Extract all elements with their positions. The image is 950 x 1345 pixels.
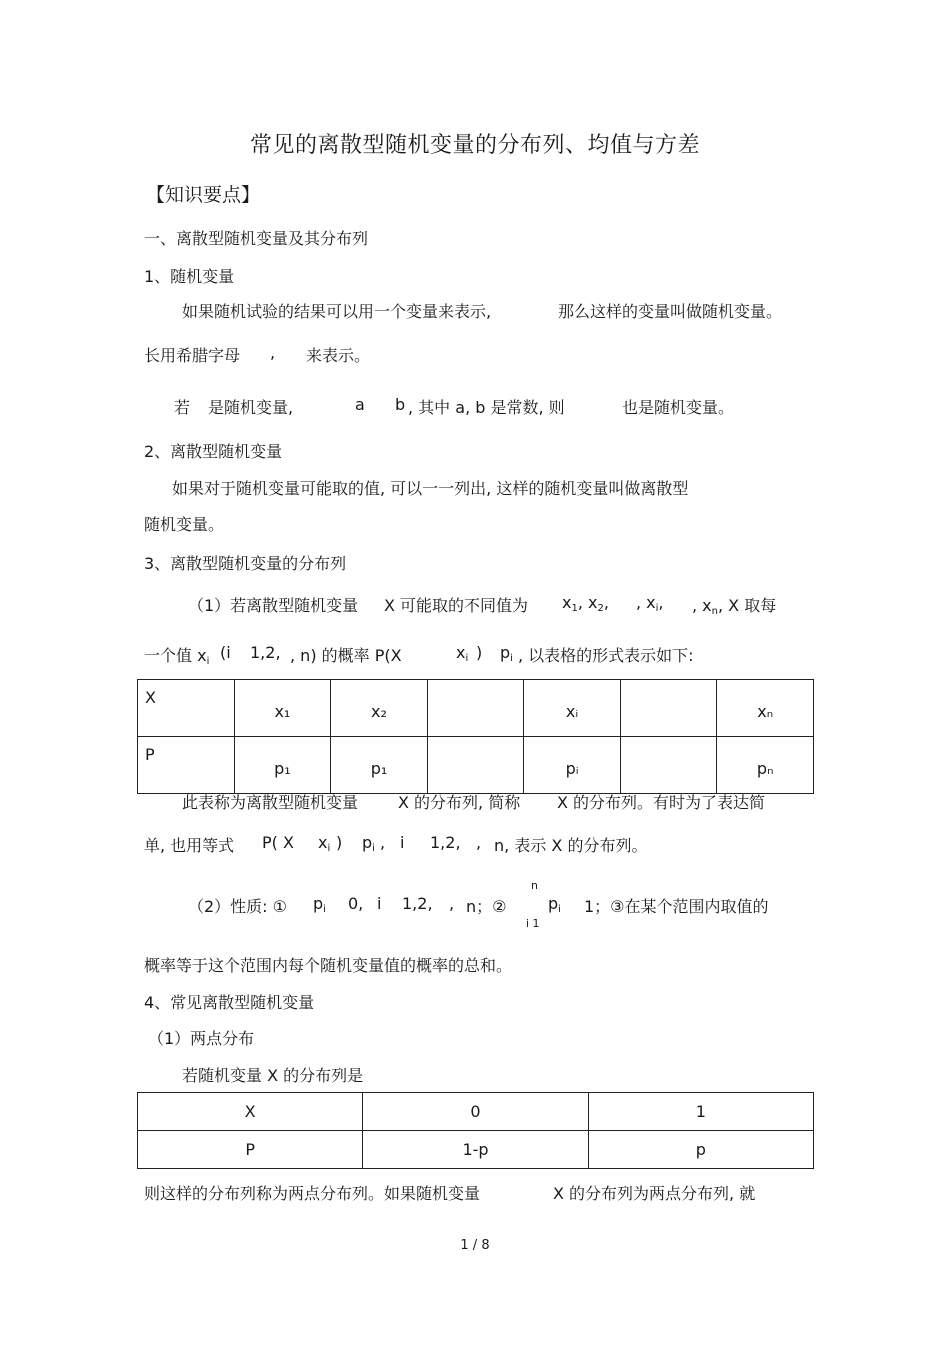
sum-upper-limit: n: [531, 879, 538, 892]
table-row: [138, 1093, 814, 1131]
table-cell: X: [138, 680, 235, 737]
table-cell: P: [138, 737, 235, 794]
formula-text: b: [395, 395, 406, 414]
formula-text: $x_i$: [456, 643, 469, 664]
table-cell: pₙ: [717, 737, 814, 794]
formula-text: ,: [476, 833, 482, 852]
table-cell: x₁: [234, 680, 331, 737]
formula-text: $x_1$, $x_2$,: [562, 593, 609, 614]
formula-text: ,: [380, 833, 386, 852]
table-cell: pᵢ: [524, 737, 621, 794]
paragraph-text: X 的分布列, 简称: [398, 793, 521, 812]
paragraph-text: 来表示。: [306, 346, 371, 365]
table-cell: [427, 737, 524, 794]
paragraph-text: 1；③在某个范围内取值的: [584, 897, 769, 916]
subheading-random-variable: 1、随机变量: [144, 267, 235, 286]
paragraph-text: , 以表格的形式表示如下:: [518, 646, 694, 665]
paragraph-text: 长用希腊字母: [144, 346, 241, 365]
formula-text: 一个值 $x_i$: [144, 646, 210, 667]
paragraph-text: , 其中 a, b 是常数, 则: [408, 398, 565, 417]
formula-text: , n) 的概率 P(X: [290, 646, 402, 665]
table-cell: x₂: [331, 680, 428, 737]
heading-discrete-rv: 一、离散型随机变量及其分布列: [144, 229, 369, 248]
formula-text: $p_i$: [500, 643, 513, 664]
distribution-table: [137, 679, 814, 794]
paragraph-text: 若: [174, 398, 191, 417]
paragraph-text: X 可能取的不同值为: [384, 596, 529, 615]
subheading-common-rv: 4、常见离散型随机变量: [144, 993, 315, 1012]
paragraph-text: X 的分布列为两点分布列, 就: [553, 1184, 756, 1203]
formula-text: 0,: [348, 894, 364, 913]
paragraph-text: 此表称为离散型随机变量: [182, 793, 359, 812]
paragraph-text: 若随机变量 X 的分布列是: [182, 1066, 364, 1085]
section-header: 【知识要点】: [146, 184, 261, 206]
paragraph-text: 那么这样的变量叫做随机变量。: [558, 302, 783, 321]
table-cell: [620, 680, 717, 737]
formula-text: $p_i$: [313, 894, 326, 915]
paragraph-text: 随机变量。: [144, 515, 225, 534]
formula-text: n；②: [466, 897, 507, 916]
page-number: 1 / 8: [460, 1238, 490, 1253]
formula-text: i: [400, 833, 405, 852]
sum-lower-limit: i 1: [526, 917, 540, 930]
formula-text: ): [476, 643, 483, 662]
table-cell: xₙ: [717, 680, 814, 737]
table-cell: [620, 737, 717, 794]
formula-text: P( X: [262, 833, 294, 852]
table-cell: 1: [588, 1093, 813, 1131]
paragraph-text: 是随机变量,: [208, 398, 294, 417]
two-point-table: [137, 1092, 814, 1169]
table-cell: P: [138, 1131, 363, 1169]
table-cell: 1-p: [363, 1131, 588, 1169]
paragraph-text: 概率等于这个范围内每个随机变量值的概率的总和。: [144, 956, 513, 975]
table-cell: xᵢ: [524, 680, 621, 737]
formula-text: $x_i$: [318, 833, 331, 854]
formula-text: a: [355, 395, 365, 414]
table-cell: 0: [363, 1093, 588, 1131]
table-row: [138, 680, 814, 737]
paragraph-text: 如果对于随机变量可能取的值, 可以一一列出, 这样的随机变量叫做离散型: [172, 479, 689, 498]
table-row: [138, 737, 814, 794]
formula-text: i: [377, 894, 382, 913]
formula-text: , $x_n$, X 取每: [692, 596, 777, 617]
formula-text: 1,2,: [430, 833, 461, 852]
table-cell: p₁: [331, 737, 428, 794]
paragraph-text: 单, 也用等式: [144, 836, 235, 855]
paragraph-text: n, 表示 X 的分布列。: [494, 836, 648, 855]
subheading-two-point: （1）两点分布: [148, 1029, 255, 1048]
formula-text: 1,2,: [402, 894, 433, 913]
table-cell: X: [138, 1093, 363, 1131]
page-title: 常见的离散型随机变量的分布列、均值与方差: [249, 133, 700, 158]
formula-text: $p_i$: [362, 833, 375, 854]
paragraph-text: 也是随机变量。: [622, 398, 735, 417]
formula-text: ): [336, 833, 343, 852]
table-cell: p₁: [234, 737, 331, 794]
formula-text: 1,2,: [250, 643, 281, 662]
formula-text: , $x_i$,: [636, 593, 664, 614]
formula-text: $p_i$: [548, 894, 561, 915]
paragraph-text: （2）性质: ①: [188, 897, 288, 916]
subheading-discrete: 2、离散型随机变量: [144, 442, 283, 461]
formula-text: ,: [449, 894, 455, 913]
table-cell: p: [588, 1131, 813, 1169]
formula-text: (i: [220, 643, 231, 662]
subheading-distribution: 3、离散型随机变量的分布列: [144, 554, 347, 573]
paragraph-text: （1）若离散型随机变量: [188, 596, 359, 615]
paragraph-text: 如果随机试验的结果可以用一个变量来表示,: [182, 302, 492, 321]
paragraph-text: 则这样的分布列称为两点分布列。如果随机变量: [144, 1184, 481, 1203]
paragraph-text: X 的分布列。有时为了表达简: [557, 793, 766, 812]
paragraph-text: ,: [270, 343, 276, 362]
table-cell: [427, 680, 524, 737]
table-row: [138, 1131, 814, 1169]
